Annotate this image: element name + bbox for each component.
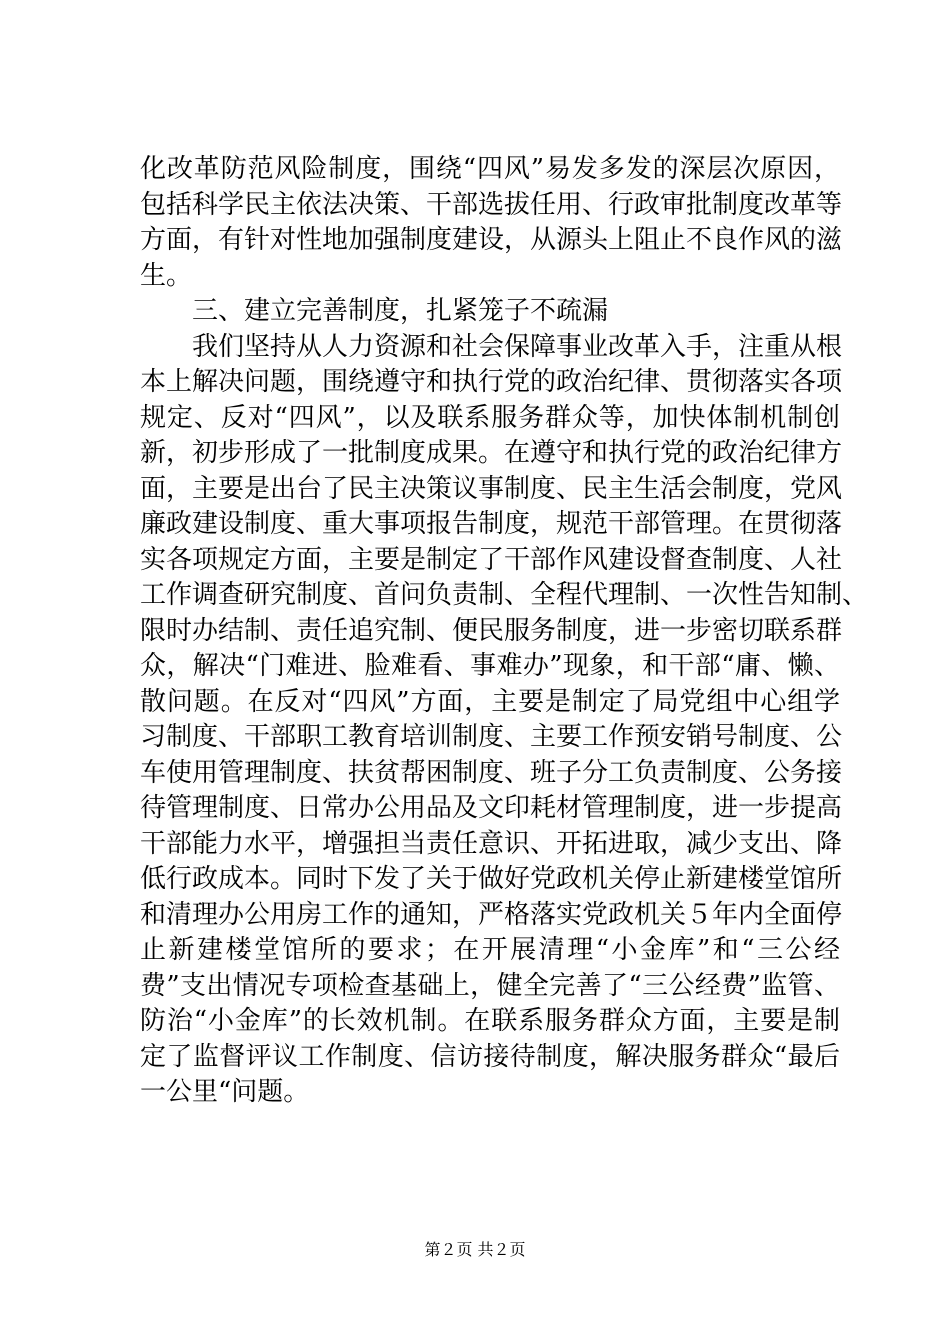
page-footer: 第２页 共２页 [424, 1240, 526, 1259]
text-line: 工作调查研究制度、首问负责制、全程代理制、一次性告知制、 [140, 580, 869, 610]
text-line: 方面，有针对性地加强制度建设，从源头上阻止不良作风的滋 [140, 225, 843, 255]
text-line: 我们坚持从人力资源和社会保障事业改革入手，注重从根 [140, 331, 843, 362]
text-line: 待管理制度、日常办公用品及文印耗材管理制度，进一步提高 [140, 793, 843, 823]
body-text [140, 152, 869, 1111]
text-line: 习制度、干部职工教育培训制度、主要工作预安销号制度、公 [140, 722, 843, 752]
text-line: 生。 [140, 260, 193, 291]
text-line: 防治“小金库”的长效机制。在联系服务群众方面，主要是制 [140, 1006, 840, 1036]
text-line: 一公里“问题。 [140, 1077, 310, 1107]
text-line: 干部能力水平，增强担当责任意识、开拓进取，减少支出、降 [140, 828, 843, 859]
text-line: 止新建楼堂馆所的要求；在开展清理“小金库”和“三公经 [140, 935, 840, 965]
text-line: 费”支出情况专项检查基础上，健全完善了“三公经费”监管、 [140, 970, 840, 1001]
text-line: 定了监督评议工作制度、信访接待制度，解决服务群众“最后 [140, 1041, 840, 1072]
text-line: 低行政成本。同时下发了关于做好党政机关停止新建楼堂馆所 [140, 864, 843, 894]
text-line: 三、建立完善制度，扎紧笼子不疏漏 [140, 296, 609, 326]
text-line: 规定、反对“四风”，以及联系服务群众等，加快体制机制创 [140, 402, 840, 433]
text-line: 限时办结制、责任追究制、便民服务制度，进一步密切联系群 [140, 615, 843, 646]
text-line: 车使用管理制度、扶贫帮困制度、班子分工负责制度、公务接 [140, 757, 843, 788]
text-line: 新，初步形成了一批制度成果。在遵守和执行党的政治纪律方 [140, 438, 843, 468]
text-line: 众，解决“门难进、脸难看、事难办”现象，和干部“庸、懒、 [140, 651, 840, 681]
text-line: 和清理办公用房工作的通知，严格落实党政机关５年内全面停 [140, 899, 843, 930]
text-line: 包括科学民主依法决策、干部选拔任用、行政审批制度改革等 [140, 189, 843, 220]
text-line: 本上解决问题，围绕遵守和执行党的政治纪律、贯彻落实各项 [140, 367, 843, 397]
text-line: 廉政建设制度、重大事项报告制度，规范干部管理。在贯彻落 [140, 509, 843, 539]
text-line: 化改革防范风险制度，围绕“四风”易发多发的深层次原因， [140, 154, 840, 184]
text-line: 散问题。在反对“四风”方面，主要是制定了局党组中心组学 [140, 686, 840, 717]
text-line: 面，主要是出台了民主决策议事制度、民主生活会制度，党风 [140, 473, 843, 504]
text-line: 实各项规定方面，主要是制定了干部作风建设督查制度、人社 [140, 544, 843, 575]
